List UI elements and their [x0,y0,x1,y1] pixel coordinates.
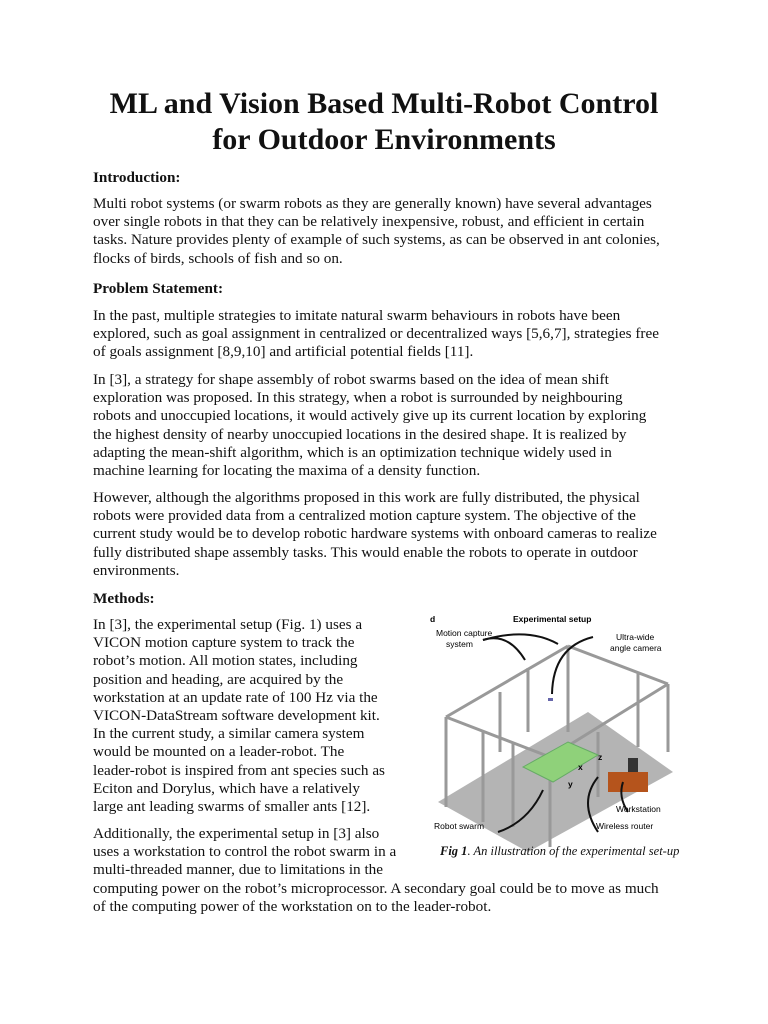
figure-title: Experimental setup [513,614,592,624]
text-line: current study would be to develop robotic hardware systems with onboard cameras to realize [93,525,657,543]
text-line: robot’s motion. All motion states, including [93,652,358,670]
panel-label: d [430,614,436,624]
monitor [628,758,638,772]
text-line: over single robots in that they can be relatively inexpensive, robust, and efficient in certain [93,213,645,231]
label-motion-capture: Motion capture [436,628,493,638]
label-workstation: Workstation [616,804,661,814]
text-line: large ant leading swarms of smaller ants [12]. [93,798,371,816]
axis-z: z [598,752,603,762]
label-camera: Ultra-wide [616,632,655,642]
text-line: position and heading, are acquired by the [93,670,344,688]
text-line: In the past, multiple strategies to imitate natural swarm behaviours in robots have been [93,307,621,324]
page-title [0,86,768,158]
problem-heading: Problem Statement: [93,280,224,297]
axis-y: y [568,779,573,789]
text-line: environments. [93,561,180,579]
text-line: Additionally, the experimental setup in [3] also [93,825,380,842]
label-router: Wireless router [596,821,654,831]
text-line: Multi robot systems (or swarm robots as they are generally known) have several advantages [93,195,652,212]
text-line: In [3], a strategy for shape assembly of robot swarms based on the idea of mean shift [93,371,609,388]
text-line: VICON-DataStream software development kit. [93,707,380,725]
text-line: In the current study, a similar camera system [93,725,365,743]
text-line: robots were provided data from a centralized motion capture system. The objective of the [93,507,636,525]
text-line: exploration was proposed. In this strategy, when a robot is surrounded by neighbouring [93,389,623,407]
text-line: of goals assignment [8,9,10] and artificial potential fields [11]. [93,343,474,361]
text-line: would be mounted on a leader-robot. The [93,743,345,761]
text-line: computing power on the robot’s microprocessor. A secondary goal could be to move as much [93,879,659,897]
title-line: ML and Vision Based Multi-Robot Control [109,87,659,120]
text-line: VICON motion capture system to track the [93,634,355,652]
text-line: flocks of birds, schools of fish and so on. [93,249,343,267]
text-line: In [3], the experimental setup (Fig. 1) uses a [93,616,363,633]
problem-paragraph-2 [93,371,646,480]
camera [548,698,553,701]
title-line: for Outdoor Environments [212,123,556,156]
text-line: leader-robot is inspired from ant species such as [93,761,385,779]
caption-text: . An illustration of the experimental set-up [467,844,680,858]
figure-caption [440,844,679,859]
label-camera-2: angle camera [610,643,662,653]
intro-paragraph [93,195,660,268]
text-line: Eciton and Dorylus, which have a relatively [93,779,360,797]
label-motion-capture-2: system [446,639,473,649]
problem-paragraph-3 [93,489,657,580]
text-line: the highest density of nearby unoccupied locations in the desired shape. It is realized by [93,425,627,443]
label-robot-swarm: Robot swarm [434,821,485,831]
caption-number: Fig 1 [440,844,468,858]
axis-x: x [578,762,583,772]
experimental-setup-figure [428,612,684,870]
methods-heading: Methods: [93,590,155,607]
text-line: of the computing power of the workstation on to the leader-robot. [93,897,492,915]
methods-paragraph-1 [93,616,385,816]
text-line: However, although the algorithms proposed in this work are fully distributed, the physical [93,489,640,506]
problem-paragraph-1 [93,307,659,362]
text-line: workstation at an update rate of 100 Hz via the [93,688,378,706]
text-line: machine learning for locating the maxima of a density function. [93,462,481,480]
text-line: explored, such as goal assignment in centralized or decentralized ways [5,6,7], strategies free [93,325,659,343]
intro-heading: Introduction: [93,169,181,186]
text-line: robots and unoccupied locations, it would actively give up its current location by exploring [93,407,647,425]
workstation-desk [608,772,648,792]
text-line: uses a workstation to control the robot swarm in a [93,843,397,861]
text-line: tasks. Nature provides plenty of example of such systems, as can be observed in ant colonies, [93,231,660,249]
text-line: multi-threaded manner, due to limitations in the [93,861,383,879]
text-line: adapting the mean-shift algorithm, which is an optimization technique widely used in [93,443,612,461]
text-line: fully distributed shape assembly tasks. This would enable the robots to operate in outdoor [93,543,638,561]
